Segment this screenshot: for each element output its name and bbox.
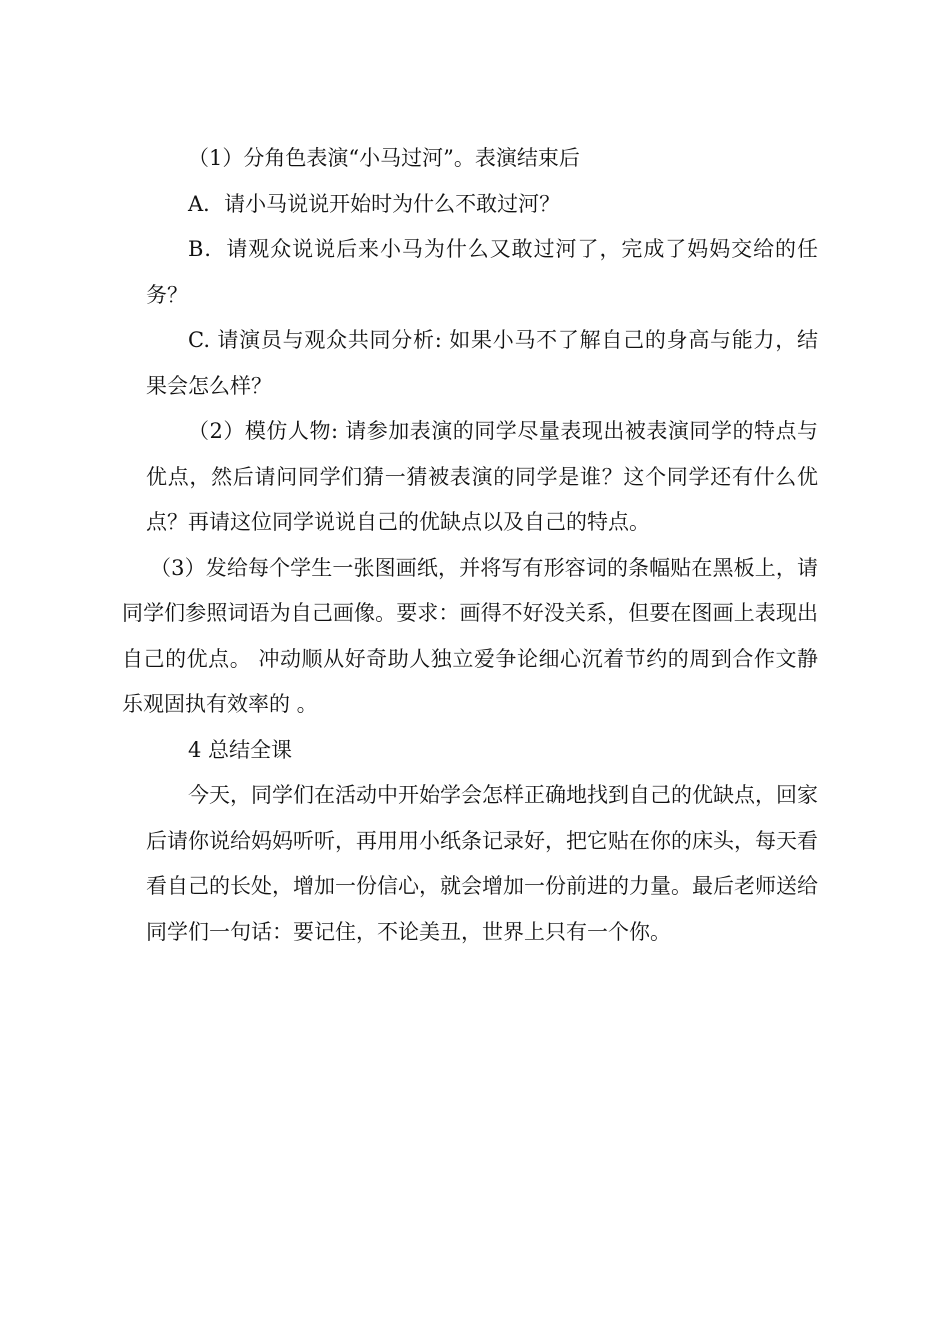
paragraph-summary-heading: 4 总结全课	[188, 737, 293, 762]
paragraph-summary: 今天，同学们在活动中开始学会怎样正确地找到自己的优缺点，回家后请你说给妈妈听听，再用用小纸条记录好，把它贴在你的床头，每天看看自己的长处，增加一份信心，就会增加一份前进的力量。最后老师送给同学们一句话：要记住，不论美丑，世界上只有一个你。	[146, 783, 818, 944]
document-body	[122, 136, 818, 955]
paragraph-imitation: （2）模仿人物: 请参加表演的同学尽量表现出被表演同学的特点与优点，然后请问同学们猜一猜被表演的同学是谁？这个同学还有什么优点？再请这位同学说说自己的优缺点以及自己的特点。	[146, 419, 818, 534]
paragraph-question-c: C. 请演员与观众共同分析: 如果小马不了解自己的身高与能力，结果会怎么样？	[146, 328, 818, 398]
paragraph-self-portrait: （3）发给每个学生一张图画纸，并将写有形容词的条幅贴在黑板上，请同学们参照词语为自己画像。要求：画得不好没关系，但要在图画上表现出自己的优点。 冲动顺从好奇助人独立爱争论细心沉着节约的周到合作文静乐观固执有效率的 。	[122, 555, 818, 716]
paragraph-question-a: A．请小马说说开始时为什么不敢过河？	[188, 191, 561, 216]
paragraph-question-b: B．请观众说说后来小马为什么又敢过河了，完成了妈妈交给的任务？	[146, 237, 818, 307]
paragraph-role-play: （1）分角色表演“小马过河”。表演结束后	[188, 146, 580, 170]
